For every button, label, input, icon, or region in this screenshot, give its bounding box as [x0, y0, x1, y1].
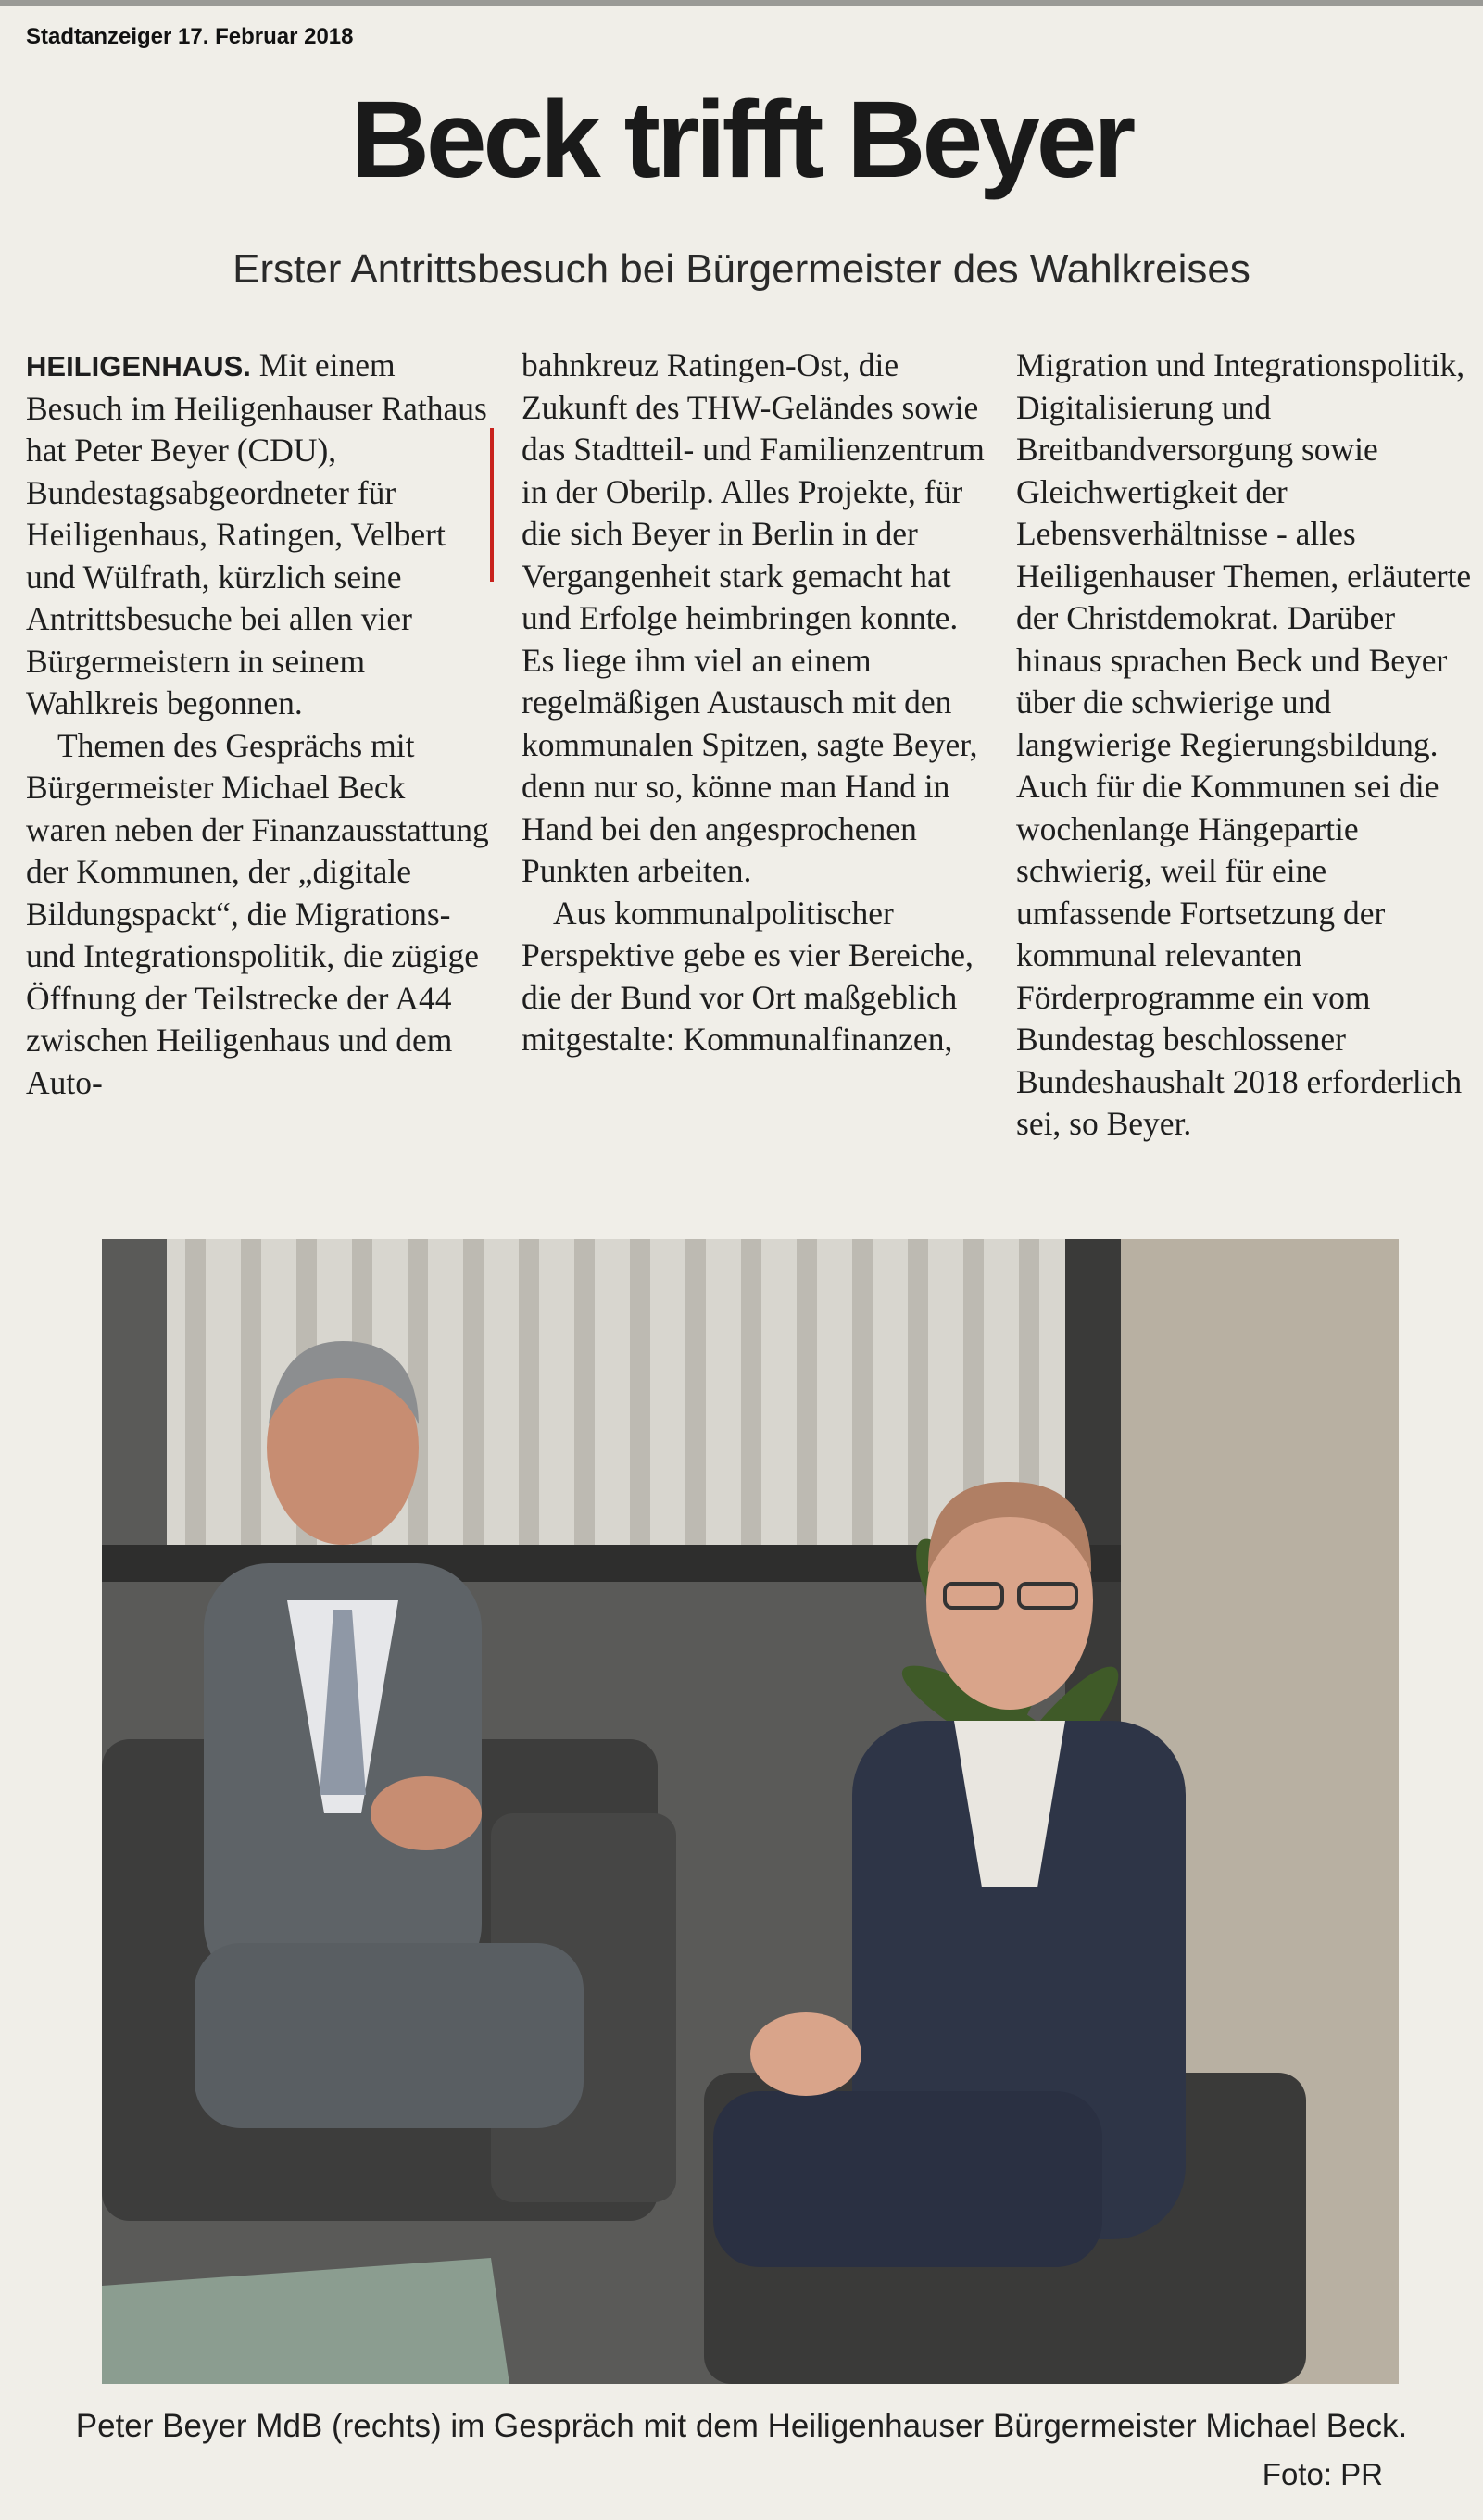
- headline: Beck trifft Beyer: [350, 79, 1133, 201]
- top-edge: [0, 0, 1483, 6]
- photo-caption: Peter Beyer MdB (rechts) im Gespräch mit dem Heiligenhauser Bürgermeister Michael Beck.: [75, 2408, 1408, 2444]
- paragraph: Themen des Gesprächs mit Bürgermeister Michael Beck waren neben der Finanzausstattung der Kommunen, der „digitale Bildungspackt“, die Migrations- und Integrationspolitik, die zügige Öffnung der Teilstrecke der A44 zwischen Heiligenhaus und dem Auto-: [26, 726, 489, 1101]
- photo-illustration: [102, 1239, 1399, 2384]
- source-line: Stadtanzeiger 17. Februar 2018: [26, 24, 354, 49]
- paragraph: Migration und Integrationspolitik, Digitalisierung und Breitbandversorgung sowie Gleichwertigkeit der Lebensverhältnisse - alles Heiligenhauser Themen, erläuterte der Christdemokrat. Darüber hinaus sprachen Beck und Beyer über die schwierige und langwierige Regierungsbildung. Auch für die Kommunen sei die wochenlange Hängepartie schwierig, weil für eine umfassende Fortsetzung der kommunal relevanten Förderprogramme ein vom Bundestag beschlossener Bundeshaushalt 2018 erforderlich sei, so Beyer.: [1016, 346, 1472, 1142]
- subheadline: Erster Antrittsbesuch bei Bürgermeister des Wahlkreises: [233, 246, 1250, 292]
- paragraph: Aus kommunalpolitischer Perspektive gebe es vier Bereiche, die der Bund vor Ort maßgeblich mitgestalte: Kommunalfinanzen,: [522, 894, 974, 1058]
- dateline: HEILIGENHAUS.: [26, 350, 251, 382]
- article-column-1: [26, 345, 489, 1104]
- article-column-3: [1016, 345, 1474, 1146]
- paragraph-text: Mit einem Besuch im Heiligenhauser Rathaus hat Peter Beyer (CDU), Bundestagsabgeordneter für Heiligenhaus, Ratingen, Velbert und Wülfrath, kürzlich seine Antrittsbesuche bei allen vier Bürgermeistern in seinem Wahlkreis begonnen.: [26, 346, 487, 721]
- article-photo: [102, 1239, 1399, 2384]
- paragraph: [26, 345, 489, 725]
- article-column-2: [522, 345, 985, 1061]
- red-margin-mark: [490, 428, 494, 582]
- paragraph: bahnkreuz Ratingen-Ost, die Zukunft des THW-Geländes sowie das Stadtteil- und Familienzentrum in der Oberilp. Alles Projekte, für die sich Beyer in Berlin in der Vergangenheit stark gemacht hat und Erfolge heimbringen konnte. Es liege ihm viel an einem regelmäßigen Austausch mit den kommunalen Spitzen, sagte Beyer, denn nur so, könne man Hand in Hand bei den angesprochenen Punkten arbeiten.: [522, 346, 985, 889]
- photo-credit: Foto: PR: [1262, 2457, 1383, 2491]
